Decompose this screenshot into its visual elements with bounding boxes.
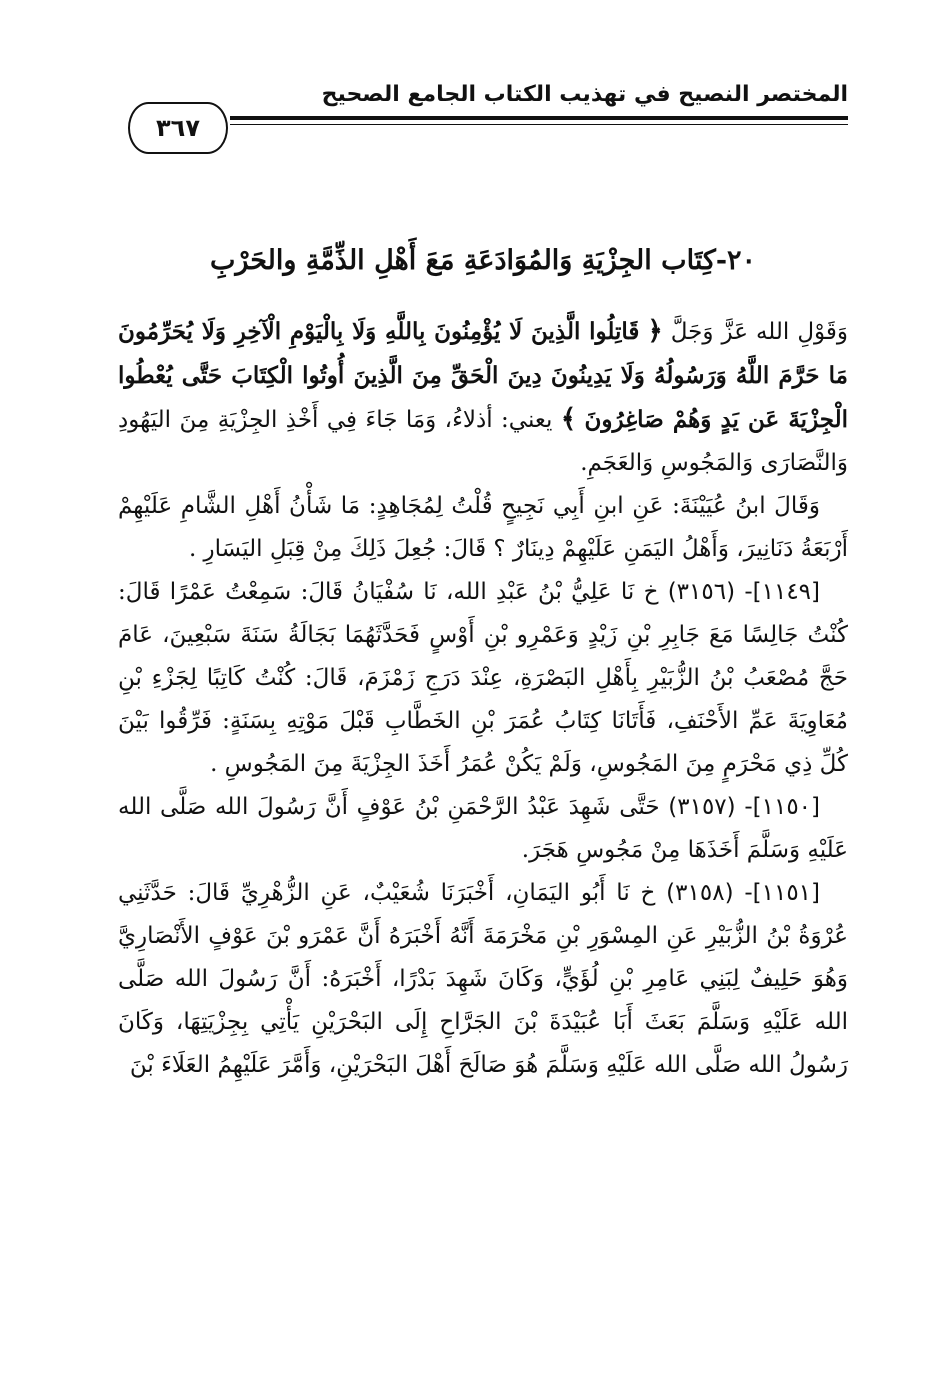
intro-tail: يعني: أذلاءُ، وَمَا جَاءَ فِي أَخْذِ الجِزْيَةِ مِنَ اليَهُودِ وَالنَّصَارَى وَالمَجُوسِ وَالعَجَمِ.	[118, 407, 848, 476]
body-text	[118, 236, 848, 1087]
athar-paragraph	[118, 485, 848, 571]
chapter-title: ٢٠-كِتَاب الجِزْيَةِ وَالمُوَادَعَةِ مَعَ أَهْلِ الذِّمَّةِ والحَرْبِ	[209, 245, 757, 276]
quran-verse: قَاتِلُوا الَّذِينَ لَا يُؤْمِنُونَ بِاللَّهِ وَلَا بِالْيَوْمِ الْآخِرِ وَلَا يُحَرِّمُونَ مَا حَرَّمَ اللَّهُ وَرَسُولُهُ وَلَا يَدِينُونَ دِينَ الْحَقِّ مِنَ الَّذِينَ أُوتُوا الْكِتَابَ حَتَّى يُعْطُوا الْجِزْيَةَ عَن يَدٍ وَهُمْ صَاغِرُونَ	[118, 318, 849, 433]
hadith-number: [١١٥١]- (٣١٥٨)	[666, 880, 821, 906]
quran-close-bracket: ﴾	[560, 404, 577, 434]
hadith-text: خ نَا عَلِيُّ بْنُ عَبْدِ الله، نَا سُفْيَانُ قَالَ: سَمِعْتُ عَمْرًا قَالَ: كُنْتُ جَالِسًا مَعَ جَابِرِ بْنِ زَيْدٍ وَعَمْرِو بْنِ أَوْسٍ فَحَدَّثَهُمَا بَجَالَةُ سَنَةَ سَبْعِينَ، عَامَ حَجَّ مُصْعَبُ بْنُ الزُّبَيْرِ بِأَهْلِ البَصْرَةِ، عِنْدَ دَرَجِ زَمْزَمَ، قَالَ: كُنْتُ كَاتِبًا لِجَزْءِ بْنِ مُعَاوِيَةَ عَمِّ الأَحْنَفِ، فَأَتَانَا كِتَابُ عُمَرَ بْنِ الخَطَّابِ قَبْلَ مَوْتِهِ بِسَنَةٍ: فَرِّقُوا بَيْنَ كُلِّ ذِي مَحْرَمٍ مِنَ المَجُوسِ، وَلَمْ يَكُنْ عُمَرُ أَخَذَ الجِزْيَةَ مِنَ المَجُوسِ .	[118, 579, 848, 777]
page-number: ٣٦٧	[128, 102, 228, 154]
intro-lead: وَقَوْلِ الله عَزَّ وَجَلَّ	[670, 319, 849, 345]
paragraph-text: وَقَالَ ابنُ عُيَيْنَةَ: عَنِ ابنِ أَبِي نَجِيحٍ قُلْتُ لِمُجَاهِدٍ: مَا شَأْنُ أَهْلِ الشَّامِ عَلَيْهِمْ أَرْبَعَةُ دَنَانِيرَ، وَأَهْلُ اليَمَنِ عَلَيْهِمْ دِينَارٌ ؟ قَالَ: جُعِلَ ذَلِكَ مِنْ قِبَلِ اليَسَارِ .	[118, 493, 848, 562]
hadith-paragraph	[118, 872, 848, 1087]
hadith-text: خ نَا أَبُو اليَمَانِ، أَخْبَرَنَا شُعَيْبٌ، عَنِ الزُّهْرِيِّ قَالَ: حَدَّثَنِي عُرْوَةُ بْنُ الزُّبَيْرِ عَنِ المِسْوَرِ بْنِ مَخْرَمَةَ أَنَّهُ أَخْبَرَهُ أَنَّ عَمْرَو بْنَ عَوْفٍ الأَنْصَارِيَّ وَهُوَ حَلِيفٌ لِبَنِي عَامِرِ بْنِ لُؤَيٍّ، وَكَانَ شَهِدَ بَدْرًا، أَخْبَرَهُ: أَنَّ رَسُولَ الله صَلَّى الله عَلَيْهِ وَسَلَّمَ بَعَثَ أَبَا عُبَيْدَةَ بْنَ الجَرَّاحِ إِلَى البَحْرَيْنِ يَأْتِي بِجِزْيَتِهَا، وَكَانَ رَسُولُ الله صَلَّى الله عَلَيْهِ وَسَلَّمَ هُوَ صَالَحَ أَهْلَ البَحْرَيْنِ، وَأَمَّرَ عَلَيْهِمُ العَلَاءَ بْنَ	[118, 880, 848, 1078]
quran-open-bracket: ﴿	[647, 316, 663, 346]
header-rule-thin	[230, 124, 848, 125]
hadith-number: [١١٥٠]- (٣١٥٧)	[668, 794, 821, 820]
hadith-paragraph	[118, 571, 848, 786]
page-header	[118, 80, 848, 160]
hadith-paragraph	[118, 786, 848, 872]
running-title: المختصر النصيح في تهذيب الكتاب الجامع الصحيح	[321, 82, 848, 107]
hadith-number: [١١٤٩]- (٣١٥٦)	[667, 579, 821, 605]
intro-paragraph	[118, 310, 848, 485]
header-rule-thick	[230, 116, 848, 120]
hadith-text: حَتَّى شَهِدَ عَبْدُ الرَّحْمَنِ بْنُ عَوْفٍ أَنَّ رَسُولَ الله صَلَّى الله عَلَيْهِ وَسَلَّمَ أَخَذَهَا مِنْ مَجُوسِ هَجَرَ.	[118, 794, 848, 863]
